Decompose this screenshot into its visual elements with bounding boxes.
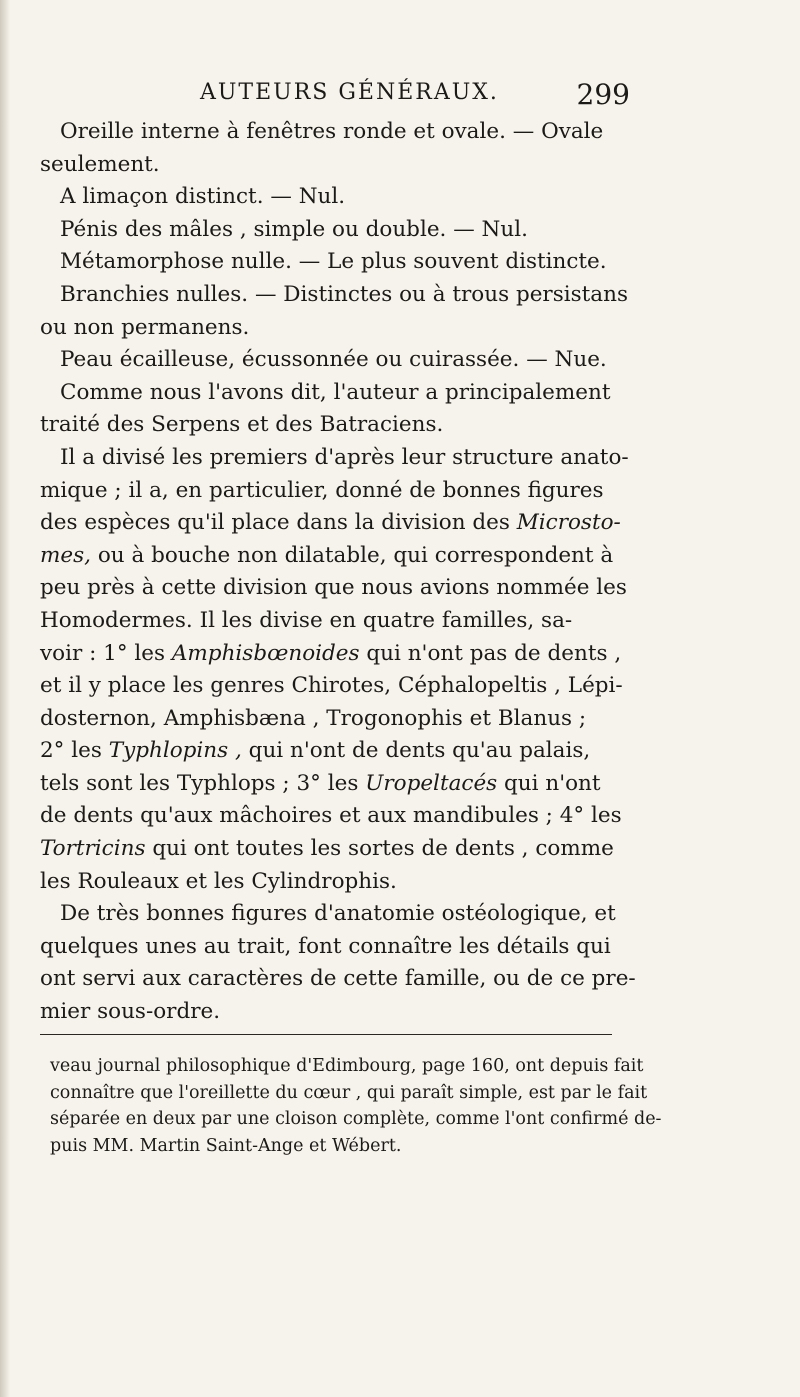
- text-run: tels sont les Typhlops ; 3° les: [40, 770, 366, 796]
- text-line: seulement.: [40, 151, 160, 177]
- main-text: [40, 116, 636, 1029]
- text-line: Homodermes. Il les divise en quatre familles, sa-: [40, 607, 573, 633]
- text-line: traité des Serpens et des Batraciens.: [40, 412, 444, 438]
- anatomy-characters-list: [40, 116, 628, 377]
- taxon-name: Amphisbœnoides: [171, 640, 360, 666]
- text-line: Métamorphose nulle. — Le plus souvent distincte.: [60, 249, 607, 275]
- text-line: ou non permanens.: [40, 314, 250, 340]
- paragraph-division: [40, 442, 629, 898]
- text-run: des espèces qu'il place dans la division des: [40, 510, 517, 536]
- text-line: De très bonnes figures d'anatomie ostéologique, et: [60, 901, 616, 927]
- text-line: Branchies nulles. — Distinctes ou à trous persistans: [60, 281, 628, 307]
- taxon-name: Typhlopins ,: [108, 738, 242, 764]
- running-head: AUTEURS GÉNÉRAUX.: [200, 80, 499, 105]
- text-line: Peau écailleuse, écussonnée ou cuirassée. — Nue.: [60, 347, 607, 373]
- text-run: ou à bouche non dilatable, qui correspondent à: [90, 542, 614, 568]
- text-line: peu près à cette division que nous avions nommée les: [40, 575, 627, 601]
- footnote-line: séparée en deux par une cloison complète, comme l'ont confirmé de-: [50, 1109, 662, 1129]
- page-header: [200, 78, 630, 114]
- text-run: qui n'ont pas de dents ,: [359, 640, 622, 666]
- taxon-name: Tortricins: [40, 836, 146, 862]
- text-line: les Rouleaux et les Cylindrophis.: [40, 868, 397, 894]
- text-line: [40, 735, 620, 768]
- text-run: qui n'ont: [497, 770, 601, 796]
- text-line: ont servi aux caractères de cette famille, ou de ce pre-: [40, 966, 636, 992]
- text-line: et il y place les genres Chirotes, Céphalopeltis , Lépi-: [40, 673, 623, 699]
- footnote-rule: [40, 1034, 612, 1035]
- text-run: qui n'ont de dents qu'au palais,: [241, 738, 591, 764]
- text-line: [40, 768, 620, 801]
- text-line: A limaçon distinct. — Nul.: [60, 184, 346, 210]
- footnote-line: veau journal philosophique d'Edimbourg, page 160, ont depuis fait: [50, 1056, 644, 1076]
- paragraph-osteology: [40, 898, 636, 1028]
- text-line: Il a divisé les premiers d'après leur structure anato-: [60, 444, 629, 470]
- text-line: quelques unes au trait, font connaître les détails qui: [40, 933, 611, 959]
- text-run: 2° les: [40, 738, 109, 764]
- footnote-line: puis MM. Martin Saint-Ange et Wébert.: [50, 1135, 402, 1156]
- text-run: voir : 1° les: [40, 640, 172, 666]
- page-number: 299: [576, 78, 630, 111]
- footnote: [50, 1053, 662, 1159]
- taxon-name: Microsto-: [516, 510, 621, 536]
- text-run: qui ont toutes les sortes de dents , comme: [145, 836, 614, 862]
- taxon-name: mes,: [40, 542, 91, 568]
- page-edge-shadow: [0, 0, 10, 1397]
- text-line: Oreille interne à fenêtres ronde et ovale. — Ovale: [60, 119, 604, 144]
- text-line: mier sous-ordre.: [40, 999, 221, 1025]
- text-line: mique ; il a, en particulier, donné de bonnes figures: [40, 477, 604, 503]
- footnote-line: connaître que l'oreillette du cœur , qui paraît simple, est par le fait: [50, 1082, 648, 1103]
- text-line: [40, 540, 620, 573]
- text-line: dosternon, Amphisbæna , Trogonophis et Blanus ;: [40, 705, 587, 731]
- text-line: [40, 833, 620, 866]
- paragraph-serpens: [40, 377, 620, 442]
- text-line: [40, 507, 620, 540]
- taxon-name: Uropeltacés: [365, 770, 498, 796]
- text-line: Comme nous l'avons dit, l'auteur a principalement: [60, 379, 611, 405]
- text-line: [40, 638, 620, 671]
- text-line: de dents qu'aux mâchoires et aux mandibules ; 4° les: [40, 803, 622, 829]
- text-line: Pénis des mâles , simple ou double. — Nul.: [60, 216, 528, 242]
